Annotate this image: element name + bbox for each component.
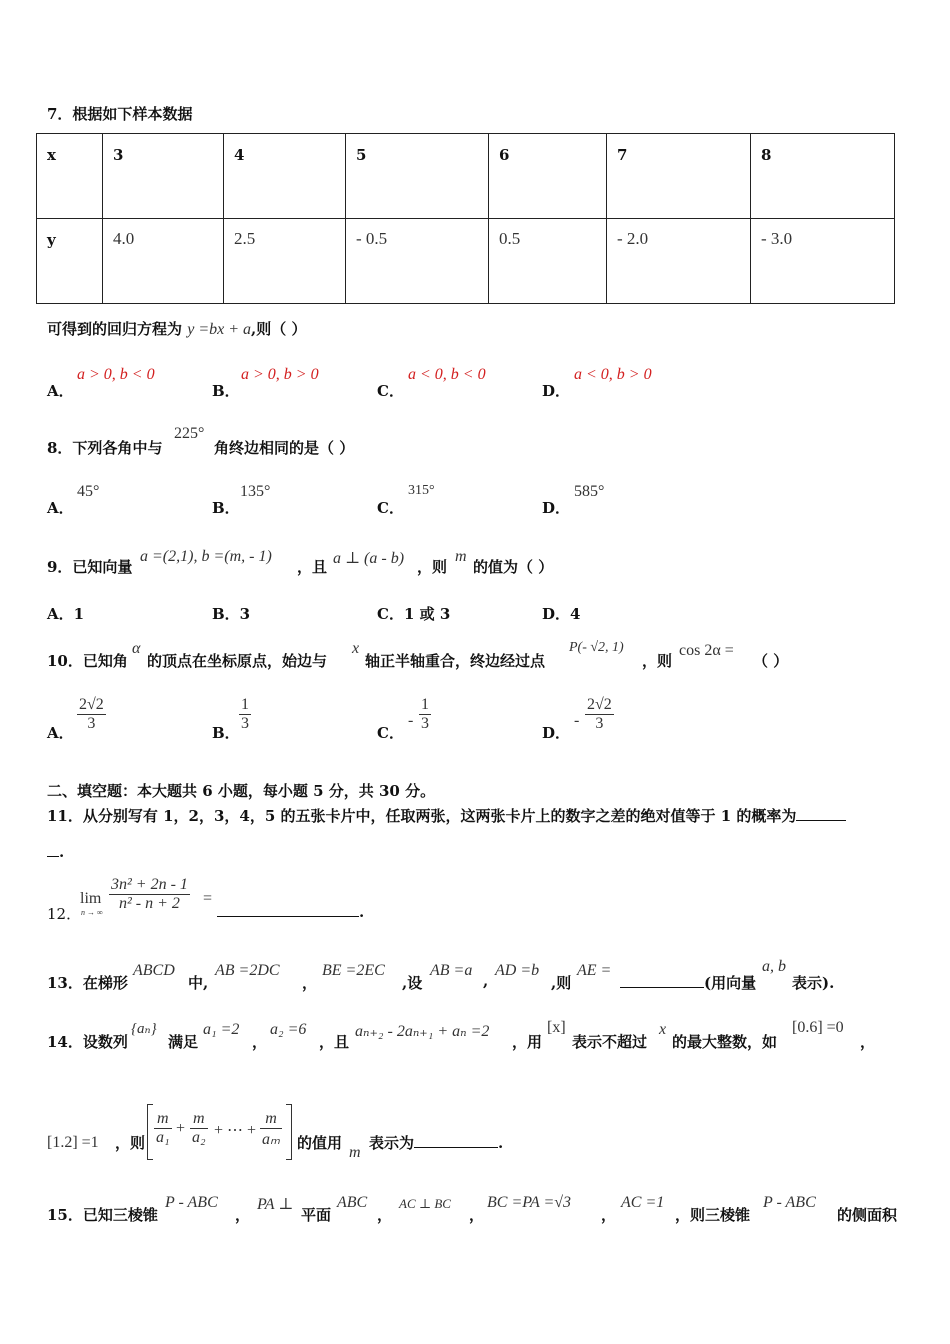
q7-options: A． a > 0, b < 0 B． a > 0, b > 0 C． a < 0, b < 0 D． a < 0, b > 0	[47, 366, 652, 400]
table-cell: - 3.0	[751, 219, 895, 304]
option-b-expr: a > 0, b > 0	[241, 366, 319, 383]
answer-blank[interactable]	[796, 820, 846, 821]
perp-condition: a ⊥ (a - b)	[333, 550, 405, 567]
option-a-expr: a > 0, b < 0	[77, 366, 155, 383]
option-c-fraction: $\frac{1}{3}$	[421, 696, 429, 732]
point-p: P(- √2, 1)	[569, 640, 624, 655]
table-header-y: y	[37, 219, 103, 304]
table-cell: 2.5	[224, 219, 346, 304]
table-cell: 5	[346, 134, 489, 219]
q8-stem: 8．下列各角中与 225° 角终边相同的是（ ）	[47, 425, 355, 457]
q11-stem: 11．从分别写有 1，2，3，4，5 的五张卡片中，任取两张，这两张卡片上的数字之差的绝对值等于 1 的概率为	[47, 805, 846, 826]
option-a-fraction: $\frac{2√2}{3}$	[79, 696, 104, 732]
q14-stem: 14．设数列 {aₙ} 满足 a₁ =2 ， a₂ =6 ，且 aₙ₊₂ - 2aₙ₊₁ + aₙ =2 ，用 [x] 表示不超过 x 的最大整数，如 [0.6] =0 ，	[47, 1019, 876, 1051]
answer-blank[interactable]	[414, 1147, 498, 1148]
table-cell: 0.5	[489, 219, 607, 304]
table-cell: 4	[224, 134, 346, 219]
answer-blank-tail[interactable]	[47, 856, 59, 857]
floor-bracket-sum: $\frac{m}{\text{a₁}}$ + $\frac{m}{\text{a₂}}$ + ⋯ + $\frac{m}{\text{aₘ}}$	[147, 1104, 292, 1160]
q13-stem: 13．在梯形 ABCD 中, AB =2DC ， BE =2EC ,设 AB =a , AD =b ,则 AE = (用向量 a, b 表示).	[47, 958, 835, 992]
answer-blank[interactable]	[217, 916, 359, 917]
q9-options: A．1 B．3 C．1 或 3 D．4	[47, 605, 581, 623]
option-d-expr: a < 0, b > 0	[574, 366, 652, 383]
q10-stem: 10．已知角 α 的顶点在坐标原点，始边与 x 轴正半轴重合，终边经过点 P(- √2, 1) ，则 cos 2α = （ ）	[47, 640, 789, 670]
q15-stem: 15．已知三棱锥 P - ABC ， PA ⊥ 平面 ABC ， AC ⊥ BC ， BC =PA =√3 ， AC =1 ，则三棱锥 P - ABC 的侧面积	[47, 1194, 898, 1224]
regression-equation: y =bx + a	[187, 321, 252, 338]
q10-options: A． $\frac{2√2}{3}$ B． $\frac{1}{3}$ C． - $\frac{1}{3}$ D． - $\frac{2√2}{3}$	[47, 696, 612, 742]
q9-stem: 9．已知向量 a =(2,1), b =(m, - 1) ，且 a ⊥ (a - b) ，则 m 的值为（ ）	[47, 548, 554, 576]
section-title: 二、填空题：本大题共 6 小题，每小题 5 分，共 30 分。	[47, 782, 436, 800]
table-cell: 4.0	[103, 219, 224, 304]
q14-line2: [1.2] =1 ，则 $\frac{m}{\text{a₁}}$ + $\frac{m}{\text{a₂}}$ + ⋯ + $\frac{m}{\text{aₘ}}$ 的值用 m 表示为 .	[47, 1104, 747, 1164]
q12-stem: 12． lim n → ∞ $\frac{\text{3n² + 2n - 1}}{\text{n² - n + 2}}$ = .	[47, 876, 365, 923]
option-c-expr: a < 0, b < 0	[408, 366, 486, 383]
table-header-x: x	[37, 134, 103, 219]
table-cell: - 2.0	[607, 219, 751, 304]
table-cell: 7	[607, 134, 751, 219]
limit-fraction: $\frac{\text{3n² + 2n - 1}}{\text{n² - n + 2}}$	[111, 876, 188, 912]
option-b-fraction: $\frac{1}{3}$	[241, 696, 249, 732]
vector-def: a =(2,1), b =(m, - 1)	[140, 548, 272, 565]
table-cell: 8	[751, 134, 895, 219]
q7-regression-line: 可得到的回归方程为 y =bx + a,则（ ）	[47, 320, 307, 338]
answer-blank[interactable]	[620, 987, 704, 988]
table-cell: 6	[489, 134, 607, 219]
angle-225: 225°	[174, 425, 205, 442]
q8-options: A． 45° B． 135° C． 315° D． 585°	[47, 483, 605, 517]
table-row-y	[37, 219, 895, 304]
q7-stem: 7．根据如下样本数据	[47, 105, 193, 123]
table-cell: 3	[103, 134, 224, 219]
sample-data-table	[36, 133, 895, 304]
q11-continuation: .	[47, 843, 64, 861]
option-d-fraction: $\frac{2√2}{3}$	[587, 696, 612, 732]
table-row-x	[37, 134, 895, 219]
table-cell: - 0.5	[346, 219, 489, 304]
